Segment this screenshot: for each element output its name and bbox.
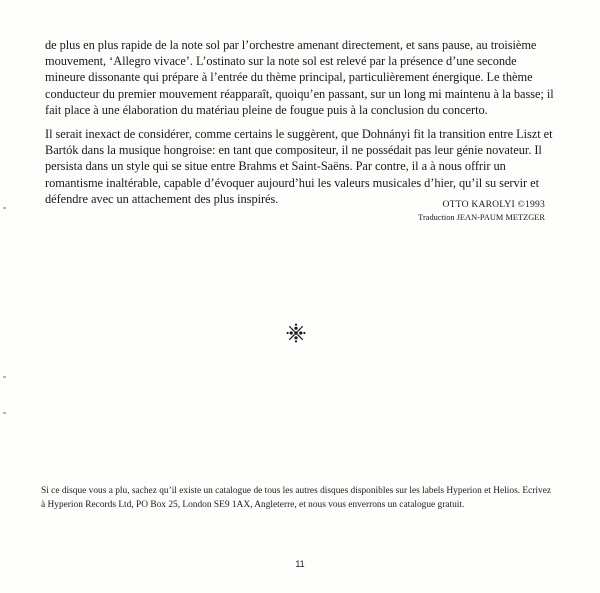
edge-speck [3, 207, 6, 209]
author-credit: OTTO KAROLYI ©1993 [442, 199, 545, 210]
edge-speck [3, 412, 6, 414]
catalogue-note: Si ce disque vous a plu, sachez qu’il existe un catalogue de tous les autres disques disponibles sur les labels Hyperion et Helios. Ecrivez à Hyperion Records Ltd, PO Box 25, London SE9 1AX, Angleterre, et nous vous enverrons un catalogue gratuit. [41, 486, 552, 511]
author-signature [418, 198, 545, 225]
floral-ornament-icon [285, 322, 307, 344]
translation-credit: Traduction JEAN-PAUM METZGER [418, 213, 545, 222]
edge-speck [3, 376, 6, 378]
page-number: 11 [295, 559, 305, 569]
body-paragraph-1: de plus en plus rapide de la note sol par l’orchestre amenant directement, et sans pause, au troisième mouvement, ‘Allegro vivace’. L’ostinato sur la note sol est relevé par la présence d’une seconde mineure dissonante qui prépare à l’entrée du thème principal, particulièrement énergique. Le thème conducteur du premier mouvement réapparaît, quoiqu’en passant, sur un long mi maintenu à la basse; il fait place à une élaboration du matériau pleine de fougue puis à la conclusion du concerto. [45, 38, 554, 117]
body-paragraph-2: Il serait inexact de considérer, comme certains le suggèrent, que Dohnányi fit la transition entre Liszt et Bartók dans la musique hongroise: en tant que compositeur, il ne possédait pas leur génie novateur. Il persista dans un style qui se situe entre Brahms et Saint-Saëns. Par contre, il a à nous offrir un romantisme inaltérable, capable d’évoquer aujourd’hui les valeurs musicales d’hier, qu’il su servir et défendre avec un attachement des plus inspirés. [45, 127, 553, 206]
